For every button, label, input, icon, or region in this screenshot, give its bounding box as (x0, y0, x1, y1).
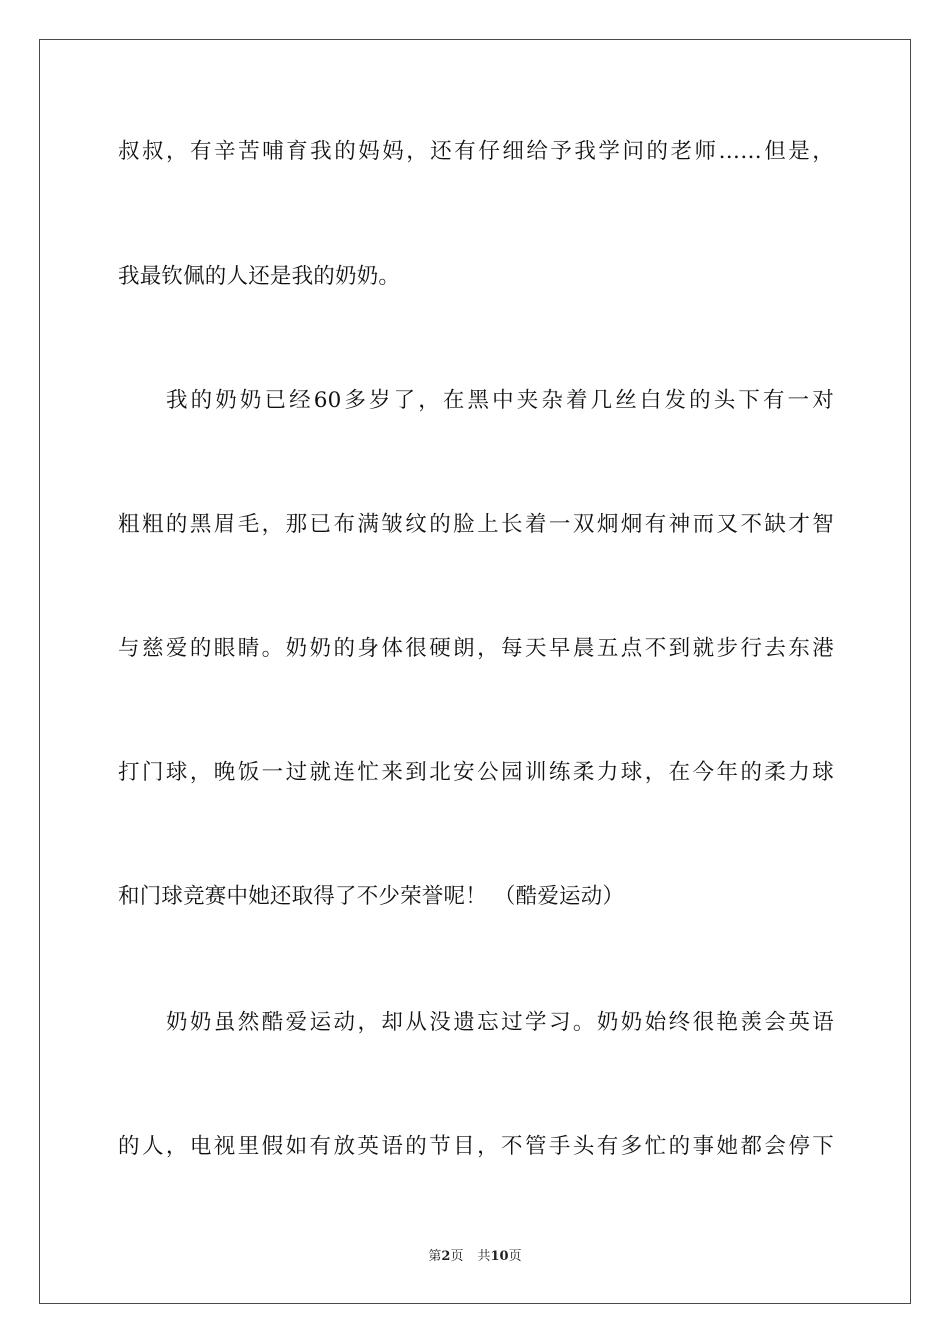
total-pages: 10 (490, 1249, 509, 1264)
body-text-line: 的人，电视里假如有放英语的节目，不管手头有多忙的事她都会停下 (118, 1134, 834, 1159)
page-number: 2 (441, 1249, 451, 1264)
body-text-line: 打门球，晚饭一过就连忙来到北安公园训练柔力球，在今年的柔力球 (118, 760, 834, 785)
total-suffix: 页 (508, 1249, 522, 1264)
paragraph-start-line: 奶奶虽然酷爱运动，却从没遗忘过学习。奶奶始终很艳羡会英语 (166, 1010, 834, 1035)
body-text-line: 我最钦佩的人还是我的奶奶。 (118, 264, 401, 289)
body-text-line: 与慈爱的眼睛。奶奶的身体很硬朗，每天早晨五点不到就步行去东港 (118, 636, 834, 661)
body-text-line: 叔叔，有辛苦哺育我的妈妈，还有仔细给予我学问的老师……但是， (118, 139, 834, 164)
page-border (39, 39, 911, 1304)
page-suffix: 页 (450, 1249, 464, 1264)
paragraph-start-line: 我的奶奶已经60多岁了，在黑中夹杂着几丝白发的头下有一对 (166, 388, 834, 413)
page-footer (0, 1248, 950, 1266)
body-text-line: 和门球竞赛中她还取得了不少荣誉呢！ （酷爱运动） (118, 884, 625, 909)
page-prefix: 第 (428, 1249, 442, 1264)
body-text-line: 粗粗的黑眉毛，那已布满皱纹的脸上长着一双炯炯有神而又不缺才智 (118, 512, 834, 537)
total-prefix: 共 (477, 1249, 491, 1264)
